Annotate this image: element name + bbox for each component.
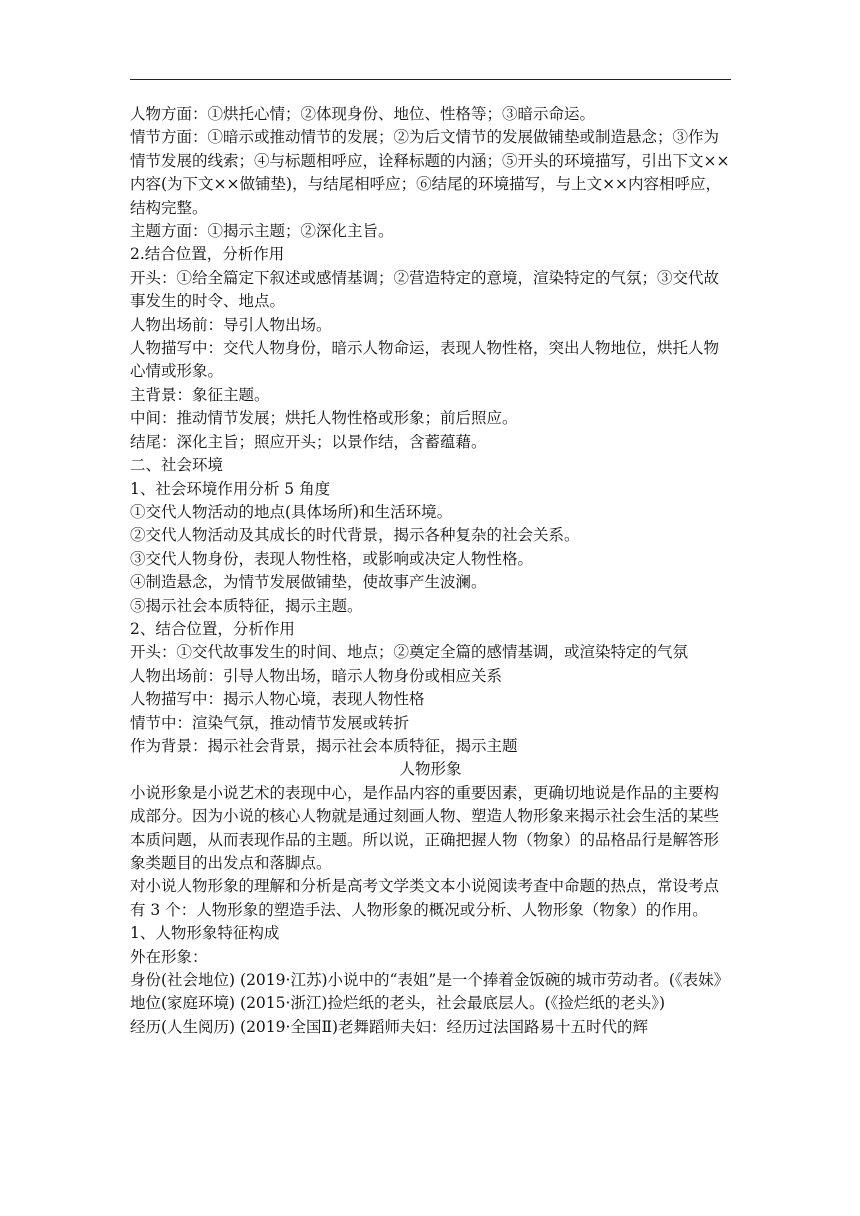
text-line: 中间：推动情节发展；烘托人物性格或形象；前后照应。 — [130, 409, 518, 428]
text-line: 开头：①交代故事发生的时间、地点；②奠定全篇的感情基调，或渲染特定的气氛 — [130, 643, 689, 662]
text-line: 2.结合位置，分析作用 — [130, 245, 285, 264]
section-heading: 人物形象 — [399, 760, 462, 779]
text-line: 身份(社会地位) (2019·江苏)小说中的“表姐”是一个捧着金饭碗的城市劳动者。(《表妹》 — [130, 971, 730, 990]
text-line: 结尾：深化主旨；照应开头；以景作结，含蓄蕴藉。 — [130, 432, 487, 451]
text-line: 人物描写中：揭示人物心境，表现人物性格 — [130, 690, 425, 709]
text-line: 主题方面：①揭示主题；②深化主旨。 — [130, 222, 394, 241]
text-line: ③交代人物身份，表现人物性格，或影响或决定人物性格。 — [130, 549, 534, 568]
text-line: 作为背景：揭示社会背景，揭示社会本质特征，揭示主题 — [130, 736, 518, 755]
text-line: 2、结合位置，分析作用 — [130, 619, 295, 638]
text-line: 经历(人生阅历) (2019·全国Ⅱ)老舞蹈师夫妇：经历过法国路易十五时代的辉 — [130, 1017, 649, 1036]
text-line: 开头：①给全篇定下叙述或感情基调；②营造特定的意境，渲染特定的气氛；③交代故事发生的时令、地点。 — [130, 268, 720, 311]
text-line: 主背景：象征主题。 — [130, 385, 270, 404]
text-line: 情节方面：①暗示或推动情节的发展；②为后文情节的发展做铺垫或制造悬念；③作为情节发展的线索；④与标题相呼应，诠释标题的内涵；⑤开头的环境描写，引出下文××内容(为下文××做铺垫)，与结尾相呼应；⑥结尾的环境描写，与上文××内容相呼应，结构完整。 — [130, 128, 730, 217]
header-rule — [130, 79, 731, 80]
text-line: ⑤揭示社会本质特征，揭示主题。 — [130, 596, 363, 615]
text-line: 小说形象是小说艺术的表现中心，是作品内容的重要因素，更确切地说是作品的主要构成部分。因为小说的核心人物就是通过刻画人物、塑造人物形象来揭示社会生活的某些本质问题，从而表现作品的主题。所以说，正确把握人物（物象）的品格品行是解答形象类题目的出发点和落脚点。 — [130, 783, 720, 872]
text-line: 人物出场前：引导人物出场，暗示人物身份或相应关系 — [130, 666, 503, 685]
text-line: 人物方面：①烘托心情；②体现身份、地位、性格等；③暗示命运。 — [130, 105, 596, 123]
text-line: 对小说人物形象的理解和分析是高考文学类文本小说阅读考查中命题的热点，常设考点有 3 个：人物形象的塑造手法、人物形象的概况或分析、人物形象（物象）的作用。 — [130, 877, 720, 919]
text-line: 1、人物形象特征构成 — [130, 924, 280, 943]
document-body — [130, 103, 731, 1039]
text-line: ②交代人物活动及其成长的时代背景，揭示各种复杂的社会关系。 — [130, 526, 580, 545]
text-line: 外在形象： — [130, 947, 208, 966]
text-line: 二、社会环境 — [130, 456, 224, 475]
text-line: 地位(家庭环境) (2015·浙江)捡烂纸的老头，社会最底层人。(《捡烂纸的老头》) — [130, 994, 666, 1013]
text-line: 人物出场前：导引人物出场。 — [130, 315, 332, 334]
text-line: 情节中：渲染气氛，推动情节发展或转折 — [130, 713, 410, 732]
text-line: 人物描写中：交代人物身份，暗示人物命运，表现人物性格，突出人物地位，烘托人物心情或形象。 — [130, 339, 720, 381]
text-line: 1、社会环境作用分析 5 角度 — [130, 479, 331, 498]
text-line: ④制造悬念，为情节发展做铺垫，使故事产生波澜。 — [130, 573, 487, 592]
text-line: ①交代人物活动的地点(具体场所)和生活环境。 — [130, 502, 453, 521]
